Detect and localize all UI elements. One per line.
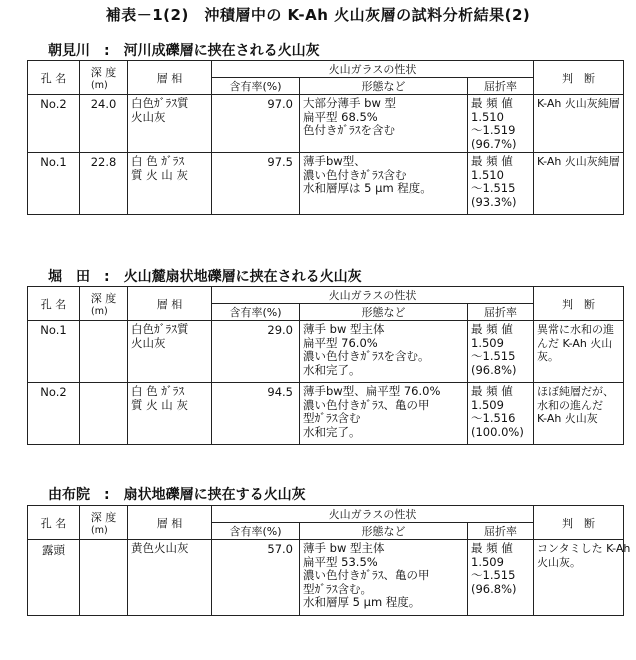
hole-cell: No.1 — [28, 321, 80, 383]
header-refraction: 屈折率 — [468, 304, 534, 321]
refraction-cell: 最 頻 値 1.509 ～1.515 (96.8%) — [468, 540, 534, 616]
section-title-asamigawa: 朝見川 : 河川成礫層に挟在される火山灰 — [48, 43, 320, 59]
judgment-cell: K-Ah 火山灰純層 — [534, 95, 624, 153]
judgment-cell: 異常に水和の進 んだ K-Ah 火山 灰。 — [534, 321, 624, 383]
hole-cell: No.1 — [28, 153, 80, 215]
table-row — [28, 95, 624, 153]
header-morphology: 形態など — [300, 523, 468, 540]
header-hole: 孔 名 — [28, 287, 80, 321]
depth-cell: 22.8 — [80, 153, 128, 215]
judgment-cell: ほぼ純層だが、 水和の進んだ K-Ah 火山灰 — [534, 383, 624, 445]
refraction-cell: 最 頻 値 1.509 ～1.515 (96.8%) — [468, 321, 534, 383]
content-cell: 97.0 — [212, 95, 300, 153]
header-facies: 層 相 — [128, 506, 212, 540]
facies-cell: 白 色 ｶﾞﾗｽ 質 火 山 灰 — [128, 153, 212, 215]
header-judgment: 判 断 — [534, 61, 624, 95]
content-cell: 97.5 — [212, 153, 300, 215]
facies-cell: 白 色 ｶﾞﾗｽ 質 火 山 灰 — [128, 383, 212, 445]
header-depth: 深 度 (m) — [80, 506, 128, 540]
morphology-cell: 薄手bw型、 濃い色付きｶﾞﾗｽ含む 水和層厚は 5 μm 程度。 — [300, 153, 468, 215]
morphology-cell: 大部分薄手 bw 型 扁平型 68.5% 色付きｶﾞﾗｽを含む — [300, 95, 468, 153]
header-facies: 層 相 — [128, 287, 212, 321]
depth-cell — [80, 321, 128, 383]
page-title: 補表－1(2) 沖積層中の K-Ah 火山灰層の試料分析結果(2) — [105, 6, 531, 24]
refraction-cell: 最 頻 値 1.510 ～1.519 (96.7%) — [468, 95, 534, 153]
content-cell: 29.0 — [212, 321, 300, 383]
header-depth: 深 度 (m) — [80, 287, 128, 321]
judgment-cell: K-Ah 火山灰純層 — [534, 153, 624, 215]
depth-cell — [80, 540, 128, 616]
depth-cell — [80, 383, 128, 445]
header-refraction: 屈折率 — [468, 523, 534, 540]
header-hole: 孔 名 — [28, 61, 80, 95]
hole-cell: No.2 — [28, 95, 80, 153]
header-glass-group: 火山ガラスの性状 — [212, 287, 534, 304]
facies-cell: 白色ｶﾞﾗｽ質 火山灰 — [128, 321, 212, 383]
results-table-horita — [27, 286, 624, 445]
header-content: 含有率(%) — [212, 304, 300, 321]
morphology-cell: 薄手bw型、扁平型 76.0% 濃い色付きｶﾞﾗｽ、亀の甲 型ｶﾞﾗｽ含む 水和完了。 — [300, 383, 468, 445]
depth-cell: 24.0 — [80, 95, 128, 153]
header-facies: 層 相 — [128, 61, 212, 95]
content-cell: 57.0 — [212, 540, 300, 616]
header-content: 含有率(%) — [212, 523, 300, 540]
facies-cell: 黄色火山灰 — [128, 540, 212, 616]
hole-cell: No.2 — [28, 383, 80, 445]
morphology-cell: 薄手 bw 型主体 扁平型 76.0% 濃い色付きｶﾞﾗｽを含む。 水和完了。 — [300, 321, 468, 383]
header-morphology: 形態など — [300, 78, 468, 95]
content-cell: 94.5 — [212, 383, 300, 445]
section-title-yufuin: 由布院 : 扇状地礫層に挟在する火山灰 — [48, 487, 306, 503]
results-table-asamigawa — [27, 60, 624, 215]
hole-cell: 露頭 — [28, 540, 80, 616]
table-row — [28, 383, 624, 445]
header-glass-group: 火山ガラスの性状 — [212, 61, 534, 78]
facies-cell: 白色ｶﾞﾗｽ質 火山灰 — [128, 95, 212, 153]
table-row — [28, 153, 624, 215]
section-title-horita: 堀 田 : 火山麓扇状地礫層に挟在される火山灰 — [48, 269, 362, 285]
header-judgment: 判 断 — [534, 506, 624, 540]
table-row — [28, 540, 624, 616]
table-row — [28, 321, 624, 383]
morphology-cell: 薄手 bw 型主体 扁平型 53.5% 濃い色付きｶﾞﾗｽ、亀の甲 型ｶﾞﾗｽ含む。 水和層厚 5 μm 程度。 — [300, 540, 468, 616]
refraction-cell: 最 頻 値 1.510 ～1.515 (93.3%) — [468, 153, 534, 215]
header-judgment: 判 断 — [534, 287, 624, 321]
header-hole: 孔 名 — [28, 506, 80, 540]
header-depth: 深 度 (m) — [80, 61, 128, 95]
refraction-cell: 最 頻 値 1.509 ～1.516 (100.0%) — [468, 383, 534, 445]
header-refraction: 屈折率 — [468, 78, 534, 95]
header-content: 含有率(%) — [212, 78, 300, 95]
judgment-cell: コンタミした K-Ah 火山灰。 — [534, 540, 624, 616]
header-morphology: 形態など — [300, 304, 468, 321]
header-glass-group: 火山ガラスの性状 — [212, 506, 534, 523]
results-table-yufuin — [27, 505, 631, 616]
